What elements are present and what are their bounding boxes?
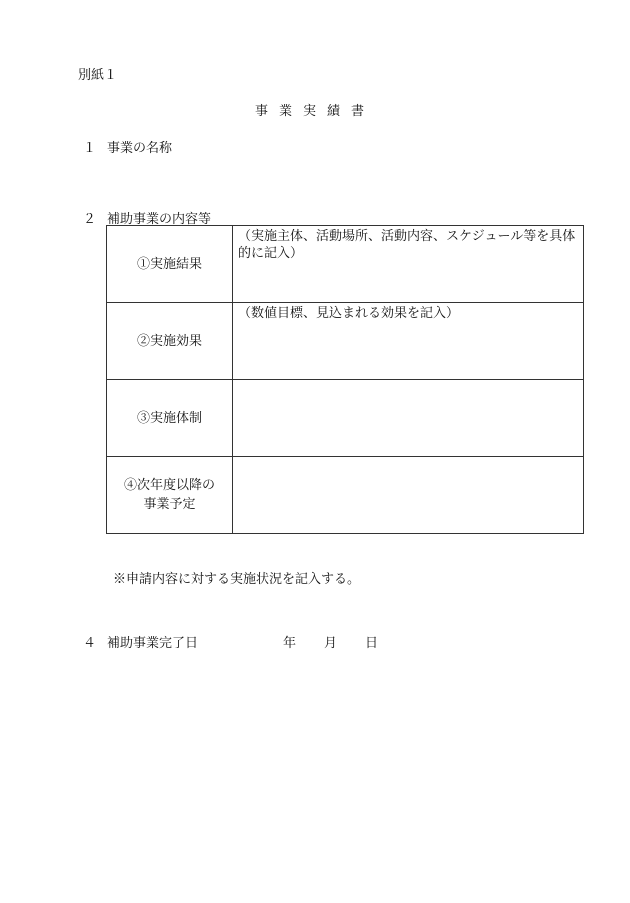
row-content-field[interactable]: （実施主体、活動場所、活動内容、スケジュール等を具体的に記入） [233, 226, 584, 303]
appendix-label: 別紙１ [78, 68, 118, 83]
section-1-heading [83, 137, 172, 156]
section-number: １ [83, 141, 97, 156]
date-month-field[interactable]: 月 [324, 636, 338, 651]
section-4-heading [83, 632, 198, 651]
table-row [107, 226, 584, 303]
section-label: 補助事業の内容等 [107, 212, 212, 227]
row-label: ③実施体制 [107, 380, 233, 457]
row-label-line: ④次年度以降の [123, 478, 215, 493]
date-year-field[interactable]: 年 [283, 636, 297, 651]
row-content-field[interactable] [233, 457, 584, 534]
section-number: ４ [83, 636, 97, 651]
document-title: 事業実績書 [254, 104, 375, 119]
section-number: ２ [83, 212, 97, 227]
section-label: 補助事業完了日 [107, 636, 199, 651]
row-label: ②実施効果 [107, 303, 233, 380]
section-label: 事業の名称 [107, 141, 173, 156]
row-label [107, 457, 233, 534]
row-label-line: 事業予定 [143, 497, 196, 512]
table-row [107, 380, 584, 457]
table-row [107, 457, 584, 534]
row-content-field[interactable] [233, 380, 584, 457]
date-day-field[interactable]: 日 [365, 636, 379, 651]
table-row [107, 303, 584, 380]
row-label: ①実施結果 [107, 226, 233, 303]
project-content-table [106, 225, 584, 534]
instruction-note: ※申請内容に対する実施状況を記入する。 [113, 572, 361, 587]
row-content-field[interactable]: （数値目標、見込まれる効果を記入） [233, 303, 584, 380]
